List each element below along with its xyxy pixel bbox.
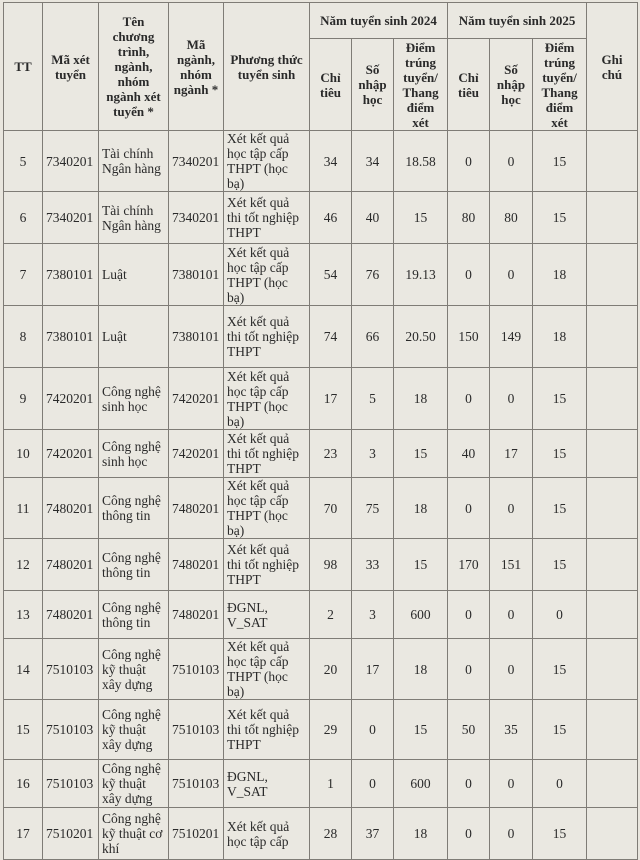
cell-tt: 9 bbox=[4, 368, 43, 430]
cell-ten-chuong-trinh: Công nghệ kỹ thuật xây dựng bbox=[99, 639, 169, 700]
cell-so-nhap-hoc-2025: 149 bbox=[490, 306, 533, 368]
cell-chi-tieu-2025: 50 bbox=[448, 700, 490, 760]
cell-so-nhap-hoc-2024: 3 bbox=[352, 430, 394, 478]
cell-ghi-chu bbox=[587, 244, 638, 306]
cell-ma-nganh: 7510201 bbox=[169, 808, 224, 860]
cell-phuong-thuc: Xét kết quả học tập cấp THPT (học bạ) bbox=[224, 478, 310, 539]
cell-diem-2024: 18 bbox=[394, 368, 448, 430]
cell-phuong-thuc: Xét kết quả thi tốt nghiệp THPT bbox=[224, 192, 310, 244]
cell-diem-2025: 18 bbox=[533, 306, 587, 368]
col-header-nam-2024: Năm tuyển sinh 2024 bbox=[310, 3, 448, 39]
col-header-nam-2025: Năm tuyển sinh 2025 bbox=[448, 3, 587, 39]
cell-phuong-thuc: Xét kết quả học tập cấp THPT (học bạ) bbox=[224, 368, 310, 430]
cell-so-nhap-hoc-2024: 34 bbox=[352, 131, 394, 192]
col-header-so-nhap-hoc-2025: Số nhập học bbox=[490, 39, 533, 131]
col-header-tt: TT bbox=[4, 3, 43, 131]
cell-so-nhap-hoc-2024: 0 bbox=[352, 760, 394, 808]
cell-chi-tieu-2025: 0 bbox=[448, 131, 490, 192]
cell-diem-2024: 18 bbox=[394, 639, 448, 700]
cell-ma-nganh: 7510103 bbox=[169, 639, 224, 700]
cell-ma-xet-tuyen: 7510103 bbox=[43, 760, 99, 808]
col-header-chi-tieu-2025: Chỉ tiêu bbox=[448, 39, 490, 131]
cell-tt: 14 bbox=[4, 639, 43, 700]
cell-chi-tieu-2025: 0 bbox=[448, 591, 490, 639]
cell-phuong-thuc: Xét kết quả học tập cấp bbox=[224, 808, 310, 860]
cell-so-nhap-hoc-2024: 76 bbox=[352, 244, 394, 306]
table-row bbox=[4, 306, 638, 368]
cell-diem-2025: 15 bbox=[533, 808, 587, 860]
cell-ma-nganh: 7480201 bbox=[169, 539, 224, 591]
cell-so-nhap-hoc-2024: 33 bbox=[352, 539, 394, 591]
cell-so-nhap-hoc-2024: 3 bbox=[352, 591, 394, 639]
cell-so-nhap-hoc-2025: 0 bbox=[490, 760, 533, 808]
cell-ma-xet-tuyen: 7420201 bbox=[43, 368, 99, 430]
cell-ten-chuong-trinh: Công nghệ kỹ thuật cơ khí bbox=[99, 808, 169, 860]
cell-chi-tieu-2025: 0 bbox=[448, 808, 490, 860]
cell-ghi-chu bbox=[587, 306, 638, 368]
cell-ma-nganh: 7480201 bbox=[169, 591, 224, 639]
header-row-top bbox=[4, 3, 638, 39]
cell-ten-chuong-trinh: Tài chính Ngân hàng bbox=[99, 192, 169, 244]
cell-chi-tieu-2024: 98 bbox=[310, 539, 352, 591]
cell-diem-2024: 18 bbox=[394, 478, 448, 539]
cell-chi-tieu-2024: 23 bbox=[310, 430, 352, 478]
cell-ten-chuong-trinh: Luật bbox=[99, 244, 169, 306]
col-header-phuong-thuc: Phương thức tuyển sinh bbox=[224, 3, 310, 131]
cell-chi-tieu-2025: 150 bbox=[448, 306, 490, 368]
cell-diem-2024: 600 bbox=[394, 760, 448, 808]
cell-ghi-chu bbox=[587, 131, 638, 192]
cell-diem-2025: 15 bbox=[533, 539, 587, 591]
table-row bbox=[4, 131, 638, 192]
cell-diem-2024: 15 bbox=[394, 430, 448, 478]
cell-ten-chuong-trinh: Công nghệ thông tin bbox=[99, 478, 169, 539]
cell-so-nhap-hoc-2025: 0 bbox=[490, 244, 533, 306]
cell-chi-tieu-2024: 46 bbox=[310, 192, 352, 244]
table-row bbox=[4, 368, 638, 430]
admissions-table bbox=[3, 2, 638, 860]
cell-so-nhap-hoc-2025: 151 bbox=[490, 539, 533, 591]
cell-ghi-chu bbox=[587, 591, 638, 639]
cell-ma-nganh: 7420201 bbox=[169, 430, 224, 478]
cell-so-nhap-hoc-2025: 35 bbox=[490, 700, 533, 760]
cell-ma-xet-tuyen: 7480201 bbox=[43, 591, 99, 639]
cell-chi-tieu-2024: 70 bbox=[310, 478, 352, 539]
table-row bbox=[4, 430, 638, 478]
cell-ten-chuong-trinh: Tài chính Ngân hàng bbox=[99, 131, 169, 192]
cell-ma-xet-tuyen: 7420201 bbox=[43, 430, 99, 478]
col-header-ghi-chu: Ghi chú bbox=[587, 3, 638, 131]
cell-ghi-chu bbox=[587, 368, 638, 430]
cell-phuong-thuc: Xét kết quả thi tốt nghiệp THPT bbox=[224, 306, 310, 368]
cell-ten-chuong-trinh: Công nghệ thông tin bbox=[99, 539, 169, 591]
table-row bbox=[4, 760, 638, 808]
col-header-chi-tieu-2024: Chỉ tiêu bbox=[310, 39, 352, 131]
cell-ghi-chu bbox=[587, 700, 638, 760]
cell-ghi-chu bbox=[587, 192, 638, 244]
cell-chi-tieu-2024: 2 bbox=[310, 591, 352, 639]
cell-diem-2025: 15 bbox=[533, 478, 587, 539]
cell-diem-2025: 15 bbox=[533, 700, 587, 760]
cell-diem-2025: 15 bbox=[533, 430, 587, 478]
cell-tt: 5 bbox=[4, 131, 43, 192]
cell-so-nhap-hoc-2024: 0 bbox=[352, 700, 394, 760]
cell-diem-2025: 0 bbox=[533, 760, 587, 808]
cell-chi-tieu-2025: 0 bbox=[448, 244, 490, 306]
cell-tt: 12 bbox=[4, 539, 43, 591]
cell-chi-tieu-2025: 0 bbox=[448, 639, 490, 700]
cell-ten-chuong-trinh: Luật bbox=[99, 306, 169, 368]
cell-chi-tieu-2024: 17 bbox=[310, 368, 352, 430]
cell-chi-tieu-2024: 74 bbox=[310, 306, 352, 368]
cell-diem-2024: 15 bbox=[394, 192, 448, 244]
cell-chi-tieu-2025: 40 bbox=[448, 430, 490, 478]
cell-ghi-chu bbox=[587, 430, 638, 478]
cell-so-nhap-hoc-2025: 0 bbox=[490, 368, 533, 430]
cell-ghi-chu bbox=[587, 760, 638, 808]
cell-diem-2024: 15 bbox=[394, 539, 448, 591]
table-row bbox=[4, 591, 638, 639]
cell-phuong-thuc: Xét kết quả thi tốt nghiệp THPT bbox=[224, 430, 310, 478]
cell-so-nhap-hoc-2025: 0 bbox=[490, 808, 533, 860]
cell-tt: 8 bbox=[4, 306, 43, 368]
cell-ghi-chu bbox=[587, 478, 638, 539]
cell-ma-nganh: 7420201 bbox=[169, 368, 224, 430]
table-row bbox=[4, 539, 638, 591]
table-row bbox=[4, 808, 638, 860]
table-body bbox=[4, 131, 638, 860]
cell-so-nhap-hoc-2024: 75 bbox=[352, 478, 394, 539]
cell-diem-2025: 15 bbox=[533, 131, 587, 192]
cell-ma-nganh: 7480201 bbox=[169, 478, 224, 539]
cell-chi-tieu-2025: 80 bbox=[448, 192, 490, 244]
cell-so-nhap-hoc-2025: 80 bbox=[490, 192, 533, 244]
cell-phuong-thuc: ĐGNL, V_SAT bbox=[224, 591, 310, 639]
cell-ghi-chu bbox=[587, 808, 638, 860]
cell-chi-tieu-2024: 29 bbox=[310, 700, 352, 760]
cell-so-nhap-hoc-2025: 0 bbox=[490, 591, 533, 639]
cell-tt: 6 bbox=[4, 192, 43, 244]
cell-ma-xet-tuyen: 7510103 bbox=[43, 639, 99, 700]
cell-ma-nganh: 7380101 bbox=[169, 244, 224, 306]
cell-ma-xet-tuyen: 7480201 bbox=[43, 478, 99, 539]
cell-phuong-thuc: Xét kết quả học tập cấp THPT (học bạ) bbox=[224, 639, 310, 700]
col-header-ma-xet-tuyen: Mã xét tuyển bbox=[43, 3, 99, 131]
cell-chi-tieu-2025: 0 bbox=[448, 760, 490, 808]
cell-ma-xet-tuyen: 7340201 bbox=[43, 192, 99, 244]
cell-chi-tieu-2025: 0 bbox=[448, 478, 490, 539]
table-row bbox=[4, 192, 638, 244]
cell-chi-tieu-2024: 54 bbox=[310, 244, 352, 306]
cell-ten-chuong-trinh: Công nghệ thông tin bbox=[99, 591, 169, 639]
cell-tt: 16 bbox=[4, 760, 43, 808]
cell-chi-tieu-2024: 20 bbox=[310, 639, 352, 700]
cell-diem-2024: 19.13 bbox=[394, 244, 448, 306]
cell-chi-tieu-2024: 28 bbox=[310, 808, 352, 860]
cell-chi-tieu-2025: 170 bbox=[448, 539, 490, 591]
cell-so-nhap-hoc-2024: 40 bbox=[352, 192, 394, 244]
cell-chi-tieu-2025: 0 bbox=[448, 368, 490, 430]
cell-ma-nganh: 7510103 bbox=[169, 700, 224, 760]
cell-so-nhap-hoc-2025: 0 bbox=[490, 478, 533, 539]
col-header-ma-nganh: Mã ngành, nhóm ngành * bbox=[169, 3, 224, 131]
cell-tt: 7 bbox=[4, 244, 43, 306]
cell-ma-xet-tuyen: 7380101 bbox=[43, 306, 99, 368]
cell-phuong-thuc: Xét kết quả thi tốt nghiệp THPT bbox=[224, 700, 310, 760]
col-header-ten-chuong-trinh: Tên chương trình, ngành, nhóm ngành xét tuyển * bbox=[99, 3, 169, 131]
table-row bbox=[4, 478, 638, 539]
cell-so-nhap-hoc-2024: 66 bbox=[352, 306, 394, 368]
cell-ten-chuong-trinh: Công nghệ kỹ thuật xây dựng bbox=[99, 760, 169, 808]
cell-ma-nganh: 7340201 bbox=[169, 192, 224, 244]
cell-ma-xet-tuyen: 7510103 bbox=[43, 700, 99, 760]
cell-tt: 17 bbox=[4, 808, 43, 860]
cell-ten-chuong-trinh: Công nghệ kỹ thuật xây dựng bbox=[99, 700, 169, 760]
cell-diem-2024: 600 bbox=[394, 591, 448, 639]
table-row bbox=[4, 244, 638, 306]
cell-ghi-chu bbox=[587, 539, 638, 591]
cell-phuong-thuc: Xét kết quả thi tốt nghiệp THPT bbox=[224, 539, 310, 591]
cell-ma-nganh: 7380101 bbox=[169, 306, 224, 368]
cell-ma-nganh: 7510103 bbox=[169, 760, 224, 808]
cell-diem-2025: 15 bbox=[533, 192, 587, 244]
cell-ghi-chu bbox=[587, 639, 638, 700]
cell-phuong-thuc: Xét kết quả học tập cấp THPT (học bạ) bbox=[224, 244, 310, 306]
col-header-so-nhap-hoc-2024: Số nhập học bbox=[352, 39, 394, 131]
cell-diem-2024: 18.58 bbox=[394, 131, 448, 192]
cell-ten-chuong-trinh: Công nghệ sinh học bbox=[99, 368, 169, 430]
cell-so-nhap-hoc-2025: 0 bbox=[490, 639, 533, 700]
cell-ma-xet-tuyen: 7380101 bbox=[43, 244, 99, 306]
cell-so-nhap-hoc-2025: 0 bbox=[490, 131, 533, 192]
cell-ma-xet-tuyen: 7510201 bbox=[43, 808, 99, 860]
col-header-diem-2025: Điểm trúng tuyển/ Thang điểm xét bbox=[533, 39, 587, 131]
cell-diem-2025: 0 bbox=[533, 591, 587, 639]
cell-diem-2025: 18 bbox=[533, 244, 587, 306]
cell-so-nhap-hoc-2024: 17 bbox=[352, 639, 394, 700]
cell-ten-chuong-trinh: Công nghệ sinh học bbox=[99, 430, 169, 478]
cell-so-nhap-hoc-2024: 5 bbox=[352, 368, 394, 430]
cell-so-nhap-hoc-2025: 17 bbox=[490, 430, 533, 478]
cell-chi-tieu-2024: 34 bbox=[310, 131, 352, 192]
cell-ma-nganh: 7340201 bbox=[169, 131, 224, 192]
table-row bbox=[4, 700, 638, 760]
cell-diem-2024: 20.50 bbox=[394, 306, 448, 368]
col-header-diem-2024: Điểm trúng tuyển/ Thang điểm xét bbox=[394, 39, 448, 131]
cell-diem-2024: 15 bbox=[394, 700, 448, 760]
cell-tt: 13 bbox=[4, 591, 43, 639]
cell-phuong-thuc: Xét kết quả học tập cấp THPT (học bạ) bbox=[224, 131, 310, 192]
cell-ma-xet-tuyen: 7480201 bbox=[43, 539, 99, 591]
cell-diem-2025: 15 bbox=[533, 639, 587, 700]
table-row bbox=[4, 639, 638, 700]
cell-diem-2024: 18 bbox=[394, 808, 448, 860]
cell-phuong-thuc: ĐGNL, V_SAT bbox=[224, 760, 310, 808]
cell-chi-tieu-2024: 1 bbox=[310, 760, 352, 808]
cell-tt: 11 bbox=[4, 478, 43, 539]
cell-diem-2025: 15 bbox=[533, 368, 587, 430]
cell-tt: 10 bbox=[4, 430, 43, 478]
cell-tt: 15 bbox=[4, 700, 43, 760]
cell-so-nhap-hoc-2024: 37 bbox=[352, 808, 394, 860]
cell-ma-xet-tuyen: 7340201 bbox=[43, 131, 99, 192]
